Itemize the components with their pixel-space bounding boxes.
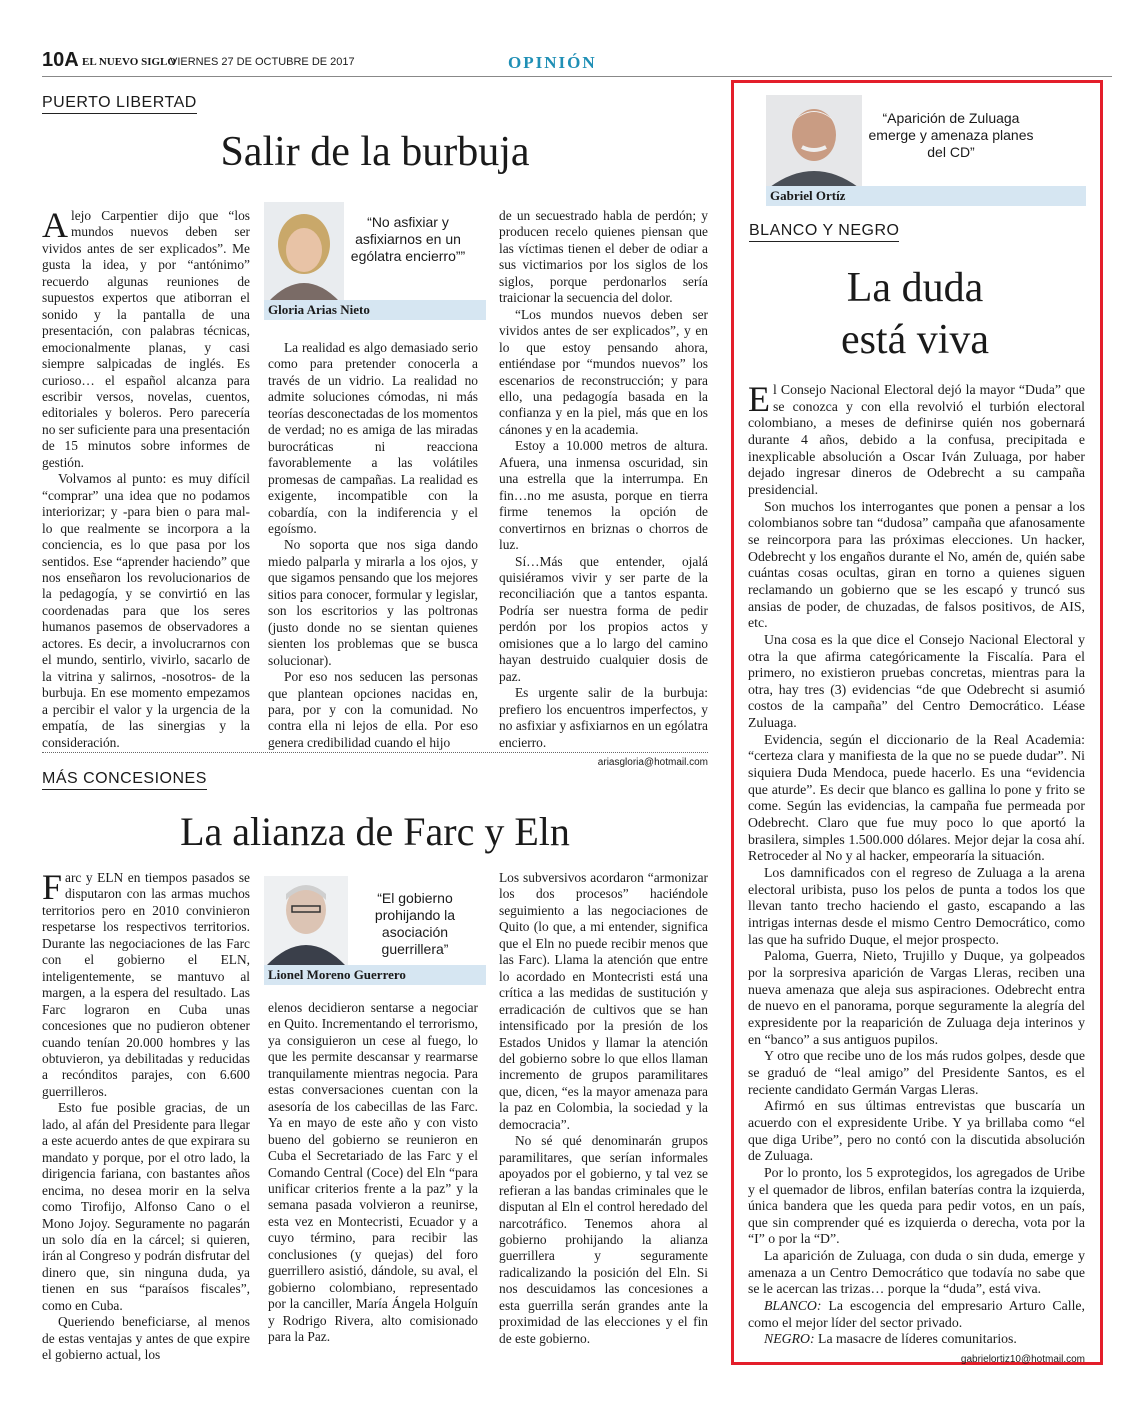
article3-kicker: BLANCO Y NEGRO <box>749 222 899 242</box>
article2-kicker: MÁS CONCESIONES <box>42 770 207 790</box>
article3-headline-line: está viva <box>840 317 990 363</box>
article2-dropcap: F <box>42 867 63 907</box>
issue-date: VIERNES 27 DE OCTUBRE DE 2017 <box>170 56 355 68</box>
article3-paragraph: Son muchos los interrogantes que ponen a pensar a los colombianos sobre tan “dudosa” campaña que afanosamente se reincorpora para las próximas elecciones. Un hacker, Odebrecht y los engaños durante el No, amén de, quién sabe cuántas cosas ocultas, giran en torno a quienes siguen reclamando un gobierno que se les escapó y truncó sus ansias de poder, de chuzadas, de falsos positivos, de AIS, etc. <box>748 498 1085 631</box>
article3-negro <box>748 1331 1085 1348</box>
article3-paragraph: Y otro que recibe uno de los más rudos golpes, desde que se graduó de “leal amigo” del Presidente Santos, es el reciente candidato Germán Vargas Lleras. <box>748 1048 1085 1097</box>
article2-paragraph: No sé qué denominarán grupos paramilitares, que serían informales apoyados por el gobierno, y tal vez se refieran a las bandas criminales que le disputan al Eln el control heredado del narcotráfico. Tenemos ahora al gobierno prohijando la alianza guerrillera y seguramente radicalizando la posición del Eln. Si nos descuidamos las concesiones a esta guerrilla serán grandes ante la proximidad de las elecciones y el fin de este gobierno. <box>499 1133 708 1346</box>
author-photo-gabriel <box>766 95 862 187</box>
article1-paragraph: Sí…Más que entender, ojalá quisiéramos vivir y ser parte de la reconciliación que a tantos espanta. Podría ser nuestra forma de pedir perdón por los propios actos y omisiones que a lo largo del camino hayan destruido cualquier dosis de paz. <box>499 553 708 684</box>
article3-dropcap: E <box>748 379 770 419</box>
article3-paragraph: Paloma, Guerra, Nieto, Trujillo y Duque, ya golpeados por la sorpresiva aparición de Vargas Lleras, reciben una nueva amenaza que aleja sus aspiraciones. Odebrecht entra de nuevo en el panorama, porque seguramente la alegría del expresidente por la reaparición de Zuluaga deja interinos y en “banco” a sus antiguos pupilos. <box>748 948 1085 1047</box>
article3-paragraph: Afirmó en sus últimas entrevistas que buscaría un acuerdo con el expresidente Uribe. Y ya brillaba como “el que diga Uribe”, pero no contó con la discutida absolución de Zuluaga. <box>748 1098 1085 1164</box>
article1-paragraph: lejo Carpentier dijo que “los mundos nuevos deben ser vividos antes de ser explicados”. Me gusta la idea, y por “antónimo” recuerdo algunas reuniones de supuestos expertos que atiborran el sonido y la pantalla de una presentación, con palabras técnicas, emocionalmente planas, y casi siempre salpicadas de inglés. Es curioso… el español alcanza para escribir versos, novelas, cuentos, editoriales y boleros. Pero parecería no ser suficiente para una presentación de 15 minutos sobre informes de gestión. <box>42 208 250 470</box>
article1-paragraph: de un secuestrado habla de perdón; y producen recelo quienes piensan que las víctimas tienen el deber de odiar a sus victimarios por los siglos de los siglos, porque perdonarlos sería traicionar la secuencia del dolor. <box>499 208 708 306</box>
article2-column-1 <box>42 867 250 1364</box>
article2-pullquote: “El gobierno prohijando la asociación guerrillera” <box>374 890 456 957</box>
article1-paragraph: Es urgente salir de la burbuja: prefiero los encuentros imperfectos, y no asfixiar y asfixiarnos en un ególatra encierro. <box>499 685 708 750</box>
article2-paragraph: Esto fue posible gracias, de un lado, al afán del Presidente para llegar a este acuerdo antes de que expirara su mandato y porque, por el otro lado, la dirigencia fariana, con bastantes años encima, no desea morir en la selva como Tirofijo, Alfonso Cano o el Mono Jojoy. Seguramente no pagarán un solo día en la cárcel; si quieren, irán al Congreso y podrán disfrutar del dinero que, sin ninguna duda, ya tienen en sus “paraísos fiscales”, como en Cuba. <box>42 1100 250 1313</box>
article3-author-name: Gabriel Ortíz <box>766 186 1086 206</box>
article2-column-3 <box>499 870 708 1347</box>
article1-column-2 <box>268 340 478 751</box>
article3-paragraph: l Consejo Nacional Electoral dejó la mayor “Duda” que se conozca y con ella revolvió el turbión electoral colombiano, a meses de definirse quién nos gobernará durante 4 años, debido a la confusa, precipitada e inexplicable absolución a Oscar Iván Zuluaga, por haber dejado ingresar dineros de Odebrecht a su campaña presidencial. <box>748 382 1085 497</box>
article3-author-email[interactable]: gabrielortiz10@hotmail.com <box>960 1354 1085 1366</box>
blanco-label: BLANCO: <box>764 1298 822 1314</box>
article2-paragraph: elenos decidieron sentarse a negociar en Quito. Incrementando el terrorismo, ya consiguieron un cese al fuego, lo que les permite descansar y rearmarse tranquilamente mientras negocia. Para estas conversaciones cuentan con la asesoría de los cabecillas de las Farc. Ya en mayo de este año y con visto bueno del gobierno se reunieron en Cuba el Secretariado de las Farc y el Comando Central (Coce) del Eln “para unificar criterios frente a la paz” y la semana pasada volvieron a reunirse, esta vez en Montecristi, Ecuador y a cuyo término, para recibir las conclusiones (y quejas) del foro guerrillero asistió, dándole, su aval, el gobierno colombiano, representado por la canciller, María Ángela Holguín y Rodrigo Rivera, alto comisionado para la Paz. <box>268 1000 478 1345</box>
negro-label: NEGRO: <box>764 1331 815 1347</box>
paper-name: EL NUEVO SIGLO <box>82 56 176 68</box>
article3-paragraph: Una cosa es la que dice el Consejo Nacional Electoral y otra la que afirma categóricamente la Fiscalía. Para el primero, no existieron pruebas concretas, mientras para la otra, hay tres (3) evidencias “de que Odebrecht si asumió costos de la campaña” del Centro Democrático. Léase Zuluaga. <box>748 631 1085 731</box>
article3-headline-line: La duda <box>846 265 984 311</box>
article1-column-3 <box>499 208 708 771</box>
article1-pullquote: “No asfixiar y asfixiarnos en un ególatra encierro”” <box>350 214 466 264</box>
article1-paragraph: “Los mundos nuevos deben ser vividos antes de ser explicados”, y en lo que estoy pensando ahora, entiéndase por “mundos nuevos” los escenarios de reconstrucción; y para ello, una pedagogía basada en la confianza y en la piel, más que en los cánones y en la academia. <box>499 306 708 437</box>
article3-headline <box>745 262 1085 366</box>
article3-paragraph: Evidencia, según el diccionario de la Real Academia: “certeza clara y manifiesta de la que no se puede dudar”. Ni siquiera Duda Mendoca, puede hacerlo. Es una “evidencia que aturde”. Es decir que blanco es gallina lo pone y frito se come. Según las evidencias, la campaña fue permeada por Odebrecht. Claro que fue muy poco lo que aportó la brasilera, simples 1.500.000 dólares. Mejor dejar la cosa ahí. Retroceder al No y al hacker, empeoraría la situación. <box>748 731 1085 864</box>
section-title: OPINIÓN <box>508 53 597 72</box>
negro-text: La masacre de líderes comunitarios. <box>814 1331 1017 1347</box>
article3-blanco <box>748 1298 1085 1331</box>
article2-headline: La alianza de Farc y Eln <box>180 809 570 854</box>
article1-dropcap: A <box>42 205 68 245</box>
header-rule <box>42 76 1112 77</box>
article1-author-name: Gloria Arias Nieto <box>264 300 486 320</box>
article1-paragraph: La realidad es algo demasiado serio como para pretender conocerla a través de un vidrio. La realidad no admite soluciones cómodas, ni más teorías desconectadas de los momentos de verdad; no es amiga de las miradas burocráticas ni reacciona favorablemente a las volátiles promesas de campañas. La realidad es exigente, incompatible con la cobardía, con la indiferencia y el egoísmo. <box>268 340 478 536</box>
page-number: 10A <box>42 49 79 71</box>
author-photo-lionel <box>264 876 348 966</box>
article2-column-2 <box>268 1000 478 1346</box>
article-separator <box>42 752 708 753</box>
author-photo-gloria <box>264 202 344 302</box>
article2-paragraph: arc y ELN en tiempos pasados se disputaron con las armas muchos territorios pero en 2010 convinieron respetarse los respectivos territorios. Durante las negociaciones de las Farc con el gobierno el ELN, inteligentemente, se mantuvo al margen, a la espera del resultado. Las Farc lograron en Cuba unas concesiones que no pudieron obtener cuando tenían 20.000 hombres y las obtuvieron, ya debilitadas y reducidas a recónditos parajes, con 6.600 guerrilleros. <box>42 870 250 1099</box>
article1-paragraph: Estoy a 10.000 metros de altura. Afuera, una inmensa oscuridad, sin una estrella que la interrumpa. En fin…no me asusta, porque en tierra firme tenemos la opción de convertirnos en briznas o chorros de luz. <box>499 438 708 553</box>
article3-pullquote: “Aparición de Zuluaga emerge y amenaza planes del CD” <box>868 110 1034 160</box>
article1-author-email[interactable]: ariasgloria@hotmail.com <box>597 756 708 768</box>
article2-author-name: Lionel Moreno Guerrero <box>264 965 486 985</box>
article3-body <box>748 379 1085 1369</box>
article1-kicker: PUERTO LIBERTAD <box>42 94 197 114</box>
article1-paragraph: No soporta que nos siga dando miedo palparla y mirarla a los ojos, y que sigamos pensando que los mejores sitios para conocer, formular y legislar, son los escritorios y las poltronas (justo donde no se sientan quienes sienten los problemas que se busca solucionar). <box>268 537 478 668</box>
article3-paragraph: Los damnificados con el regreso de Zuluaga a la arena electoral uribista, puso los pelos de punta a todos los que llevan tanto trecho haciendo el gasto, escapando a las intrigas internas desde el mismo Centro Democrático, como las que ha sufrido Duque, el mejor prospecto. <box>748 865 1085 947</box>
article3-paragraph: La aparición de Zuluaga, con duda o sin duda, emerge y amenaza a un Centro Democrático que todavía no sabe que se le acercan las trizas… porque la “duda”, está viva. <box>748 1248 1085 1297</box>
article1-paragraph: Volvamos al punto: es muy difícil “comprar” una idea que no podamos interiorizar; y -para bien o para mal- lo que realmente se incorpora a la conciencia, es lo que pasa por los sentidos. Ese “aprender haciendo” que nos enseñaron los revolucionarios de la pedagogía, y se convirtió en las coordenadas para que los seres humanos pasemos de observadores a actores. Es decir, a involucrarnos con el mundo, sentirlo, vivirlo, sacarlo de la vitrina y salirnos, -nosotros- de la burbuja. En ese momento empezamos a percibir el valor y la urgencia de la empatía, de las sinergias y la consideración. <box>42 471 250 750</box>
article3-paragraph: Por lo pronto, los 5 exprotegidos, los agregados de Uribe y el quemador de libros, enfilan baterías contra la izquierda, única bandera que les queda para pedir votos, en un país, que sin comprender qué es izquierda o derecha, vota por la “I” o por la “D”. <box>748 1164 1085 1247</box>
article1-headline: Salir de la burbuja <box>220 129 530 175</box>
article2-paragraph: Los subversivos acordaron “armonizar los dos procesos” haciéndole seguimiento a las negociaciones de Quito (lo que, a mi entender, significa que el Eln no puede recibir menos que las Farc). Llama la atención que entre lo acordado en Montecristi está una crítica a las medidas de sustitución y erradicación de cultivos que se han intensificado por la presión de los Estados Unidos y llamar la atención del gobierno sobre lo que ellos llaman incremento de grupos paramilitares que, dicen, “es la mayor amenaza para la paz en Colombia, la sociedad y la democracia”. <box>499 870 708 1132</box>
article2-paragraph: Queriendo beneficiarse, al menos de estas ventajas y antes de que expire el gobierno actual, los <box>42 1314 250 1363</box>
article1-paragraph: Por eso nos seducen las personas que plantean opciones nacidas en, para, por y con la comunidad. No contra ella ni lejos de ella. Por eso genera credibilidad cuando el hijo <box>268 669 478 750</box>
blanco-text: La escogencia del empresario Arturo Calle, como el mejor líder del sector privado. <box>748 1298 1085 1330</box>
article1-column-1 <box>42 205 250 751</box>
